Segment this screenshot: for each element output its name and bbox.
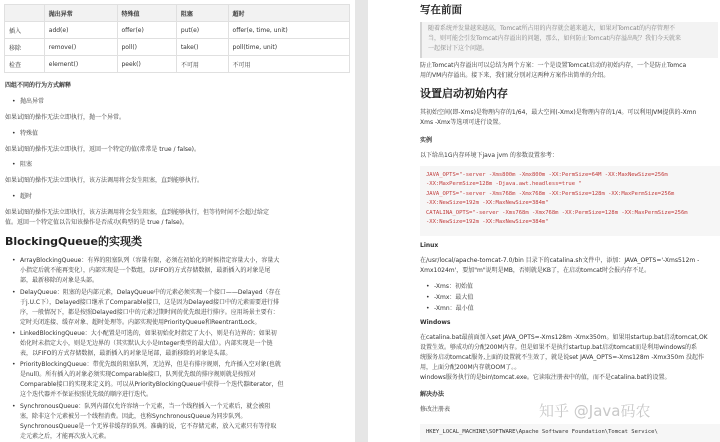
- table-cell: 插入: [5, 22, 45, 39]
- intro-quote: [420, 22, 718, 58]
- paragraph: 如果试图的操作无法立即执行，抛一个异常。: [5, 114, 126, 121]
- code-line: HKEY_LOCAL_MACHINE\SOFTWARE\Apache Software Foundation\Tomcat Service\: [426, 429, 658, 435]
- table-cell: offer(e): [117, 22, 176, 39]
- table-cell: 不可用: [228, 56, 349, 73]
- table-cell: remove(): [44, 39, 117, 56]
- intro-line: 防止Tomcat内存溢出可以总结为两个方案：一个是设置Tomcat启动的初始内存，一个是防止Tomca: [420, 62, 687, 69]
- queue-methods-table: [4, 4, 350, 73]
- jvm-code-block: [420, 166, 720, 236]
- bullet-block: • 阻塞: [20, 160, 32, 170]
- table-cell: element(): [44, 56, 117, 73]
- paragraph: 统服务启动tomcat服务,上面的设置就不生效了，就是说set JAVA_OPTS=-Xms128m -Xmx350m 没起作: [420, 354, 704, 361]
- left-document-page: [0, 0, 355, 442]
- table-row: [5, 56, 350, 73]
- paragraph: 用，上面分配200M内存就OOM了。。: [420, 364, 521, 371]
- intro-line: 用的VM内存溢出。接下来，我们就分别对这两种方案作出简单的介绍。: [420, 72, 610, 79]
- list-item-line: 表，以FIFO的方式存储数据，最新插入的对象是尾部，最新移除的对象是头部。: [20, 350, 232, 357]
- paragraph: 如果试图的操作无法立即执行，返回一个特定的值(常常是 true / false)。: [5, 146, 201, 153]
- code-line: -XX:MaxPermSize=128m -Djava.awt.headless=true ": [426, 181, 582, 187]
- registry-code-block: [420, 424, 720, 442]
- table-cell: poll(): [117, 39, 176, 56]
- list-item: • -Xms：初始值: [434, 282, 473, 292]
- list-item-line: 塞，除非这个元素被另一个线程消费。因此，也称SynchronousQueue为同步队列。: [20, 413, 247, 420]
- linux-label: Linux: [420, 242, 439, 249]
- right-document-page: [368, 0, 720, 442]
- list-item: • LinkedBlockingQueue：大小配置是可选的，如果初始化时指定了大小，则是有边界的；如果初: [20, 329, 277, 339]
- table-cell: offer(e, time, unit): [228, 22, 349, 39]
- paragraph: windows服务执行的是bin\tomcat.exe。它读取注册表中的值，而不是catalina.bat的设置。: [420, 374, 671, 381]
- code-line: JAVA_OPTS="-server -Xms768m -Xmx768m -XX:PermSize=128m -XX:MaxPermSize=256m: [426, 191, 675, 197]
- solution-label: 解决办法: [420, 391, 445, 398]
- table-cell: 移除: [5, 39, 45, 56]
- table-row: [5, 39, 350, 56]
- section-title: BlockingQueue的实现类: [5, 235, 142, 248]
- paragraph: 值。返回一个特定值以告知该操作是否成功(典型的是 true / false)。: [5, 219, 189, 226]
- methods-heading: 四组不同的行为方式解释: [5, 82, 72, 89]
- table-cell: take(): [176, 39, 228, 56]
- bullet-special: • 特殊值: [20, 129, 38, 139]
- quote-line: 一起探讨下这个问题。: [428, 45, 489, 52]
- list-item: • PriorityBlockingQueue：带优先级的阻塞队列，无边界，但是有排序规则，允许插入空对象(也就: [20, 360, 281, 370]
- list-item-line: 序，一般情况下，都是按照Delayed接口中的元素过期时间的优先级进行排序。应用场景主要有：: [20, 309, 279, 316]
- list-item: • -Xmn：最小值: [434, 304, 474, 314]
- table-cell: 不可用: [176, 56, 228, 73]
- table-header: 特殊值: [117, 5, 176, 22]
- paragraph: Xms -Xmx等选项可进行设置。: [420, 119, 505, 126]
- list-item-line: 定时关闭连接、缓存对象、超时处理等。内部实现使用PriorityQueue和ReentrantLock。: [20, 319, 261, 326]
- code-line: JAVA_OPTS="-server -Xms800m -Xmx800m -XX:PermSize=64M -XX:MaxNewSize=256m: [426, 172, 668, 178]
- list-item-line: Comparable接口的实现来定义的。可以从PriorityBlockingQueue中获得一个迭代器Iterator，但: [20, 381, 284, 388]
- list-item-line: 小指定后就不能再变化），内部实现是一个数组，以FIFO的方式存储数据，最新插入的对象是尾: [20, 267, 271, 274]
- quote-line: 随着系统并发量越来越高，Tomcat所占用的内存就会越来越大，如果对Tomcat的内存管理不: [428, 25, 675, 32]
- code-line: -XX:NewSize=192m -XX:MaxNewSize=384m": [426, 200, 549, 206]
- list-item-line: 走元素之后，才能再次放入元素。: [20, 433, 111, 440]
- solution-text: 修改注册表: [420, 406, 451, 413]
- bullet-throw: • 抛出异常: [20, 97, 44, 107]
- code-line: CATALINA_OPTS="-server -Xms768m -Xmx768m -XX:PermSize=128m -XX:MaxPermSize=256m: [426, 210, 688, 216]
- list-item-line: 于j.U.C下），Delayed接口继承了Comparable接口，这是因为Delayed接口中的元素需要进行排: [20, 299, 279, 306]
- table-header: [5, 5, 45, 22]
- watermark: 知乎 @Java码农: [539, 402, 651, 420]
- code-line: -XX:NewSize=192m -XX:MaxNewSize=384m": [426, 219, 549, 225]
- list-item: • ArrayBlockingQueue：有界的阻塞队列（容量有限，必须在初始化的时候指定容量大小，容量大: [20, 256, 279, 266]
- table-header: 超时: [228, 5, 349, 22]
- table-header: 阻塞: [176, 5, 228, 22]
- page-gap: [355, 0, 368, 442]
- list-item-line: 这个迭代器并不保证按照优先级的顺序进行迭代。: [20, 391, 153, 398]
- bullet-timeout: • 超时: [20, 192, 32, 202]
- example-text: 以下给出1G内存环境下java jvm 的参数设置参考：: [420, 152, 558, 159]
- paragraph: 在/usr/local/apache-tomcat-7.0/bin 目录下的catalina.sh文件中，添加：JAVA_OPTS='-Xms512m -: [420, 257, 700, 264]
- list-item: • SynchronousQueue：队列内部仅允许容纳一个元素，当一个线程插入一个元素后，就会被阻: [20, 402, 270, 412]
- table-cell: 检查: [5, 56, 45, 73]
- list-item-line: 始化时未指定大小，则是无边界的（其实默认大小是Integer类型的最大值）。内部实现是一个链: [20, 340, 273, 347]
- page-title: 写在前面: [420, 4, 462, 16]
- table-header: 抛出异常: [44, 5, 117, 22]
- paragraph: Xmx1024m'，要加"m"说明是MB，否则就是KB了，在启动tomcat时会报内存不足。: [420, 267, 651, 274]
- section-heading: 设置启动初始内存: [420, 87, 508, 100]
- windows-label: Windows: [420, 319, 451, 326]
- list-item: • -Xmx：最大值: [434, 293, 473, 303]
- table-cell: peek(): [117, 56, 176, 73]
- paragraph: 在catalina.bat最前面加入set JAVA_OPTS=-Xms128m -Xmx350m。如果用startup.bat启动tomcat,OK: [420, 334, 708, 341]
- paragraph: 如果试图的操作无法立即执行，该方法调用将会发生阻塞，直到能够执行。: [5, 177, 204, 184]
- list-item-line: SynchronousQueue是一个无界非缓存的队列。准确的说，它不存储元素，放入元素只有等待取: [20, 423, 277, 430]
- quote-line: 当，则可能会引发Tomcat内存溢出的问题，那么，如何防止Tomcat内存溢出呢？我们今天就来: [428, 35, 681, 42]
- list-item-line: 是null)。所有插入的对象必须实现Comparable接口，队列优先级的排序规则就是按照对: [20, 371, 256, 378]
- example-label: 实例: [420, 137, 433, 144]
- paragraph: 其初始空间(即-Xms)是物理内存的1/64，最大空间(-Xmx)是物理内存的1/4。可以利用JVM提供的-Xmn: [420, 109, 697, 116]
- table-cell: poll(time, unit): [228, 39, 349, 56]
- paragraph: 设置生效。够成功的分配200M内存。但是如果不是执行startup.bat启动tomcat而是利用windows的系: [420, 344, 698, 351]
- list-item: • DelayQueue：阻塞的是内部元素，DelayQueue中的元素必须实现一个接口——Delayed（存在: [20, 288, 281, 298]
- paragraph: 如果试图的操作无法立即执行，该方法调用将会发生阻塞，直到能够执行，但等待时间不会超过给定: [5, 209, 270, 216]
- table-cell: put(e): [176, 22, 228, 39]
- table-row: [5, 22, 350, 39]
- list-item-line: 部，最新移除的对象是头部。: [20, 277, 99, 284]
- table-cell: add(e): [44, 22, 117, 39]
